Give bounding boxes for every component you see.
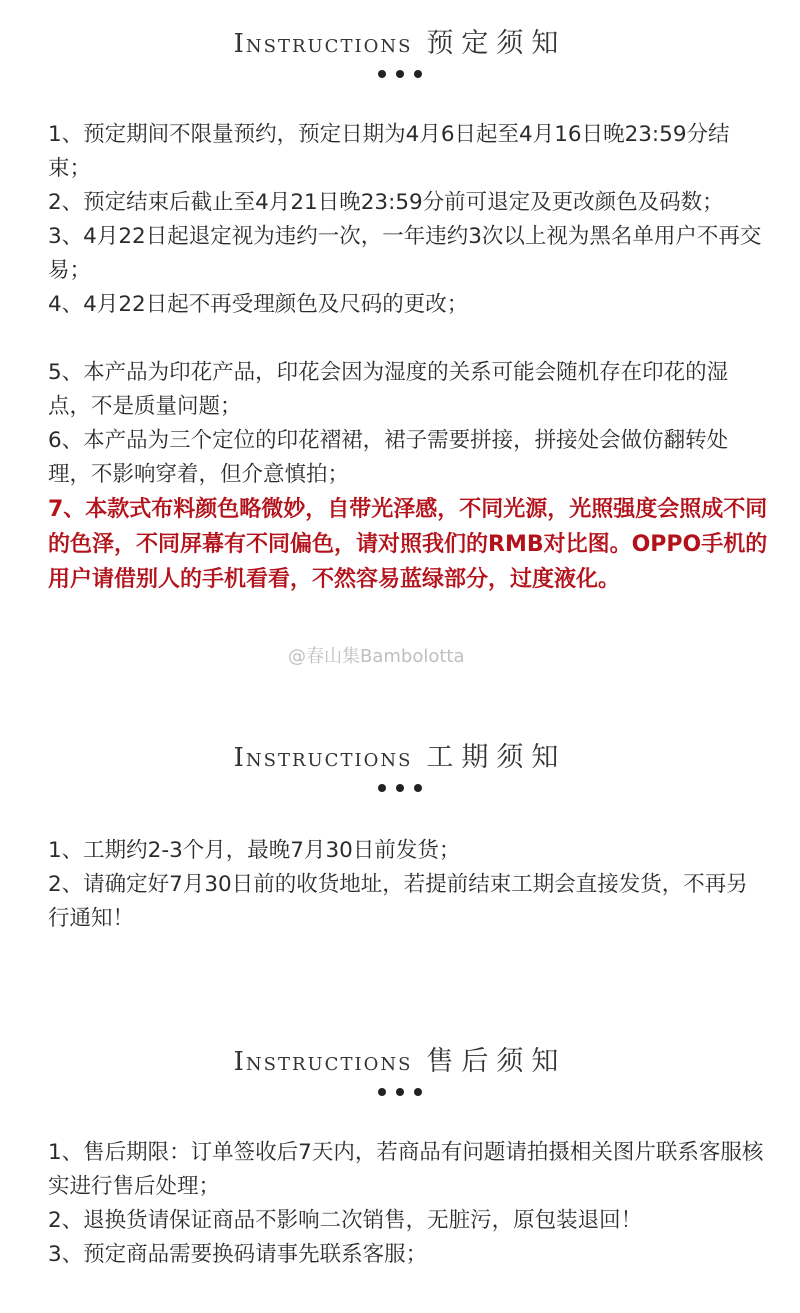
aftersales-section xyxy=(0,1042,800,1096)
booking-section xyxy=(0,24,800,78)
production-item-1: 1、工期约2-3个月，最晚7月30日前发货； xyxy=(48,838,461,863)
booking-heading-en: Instructions xyxy=(233,29,413,59)
production-heading-cn: 工期须知 xyxy=(426,742,567,773)
aftersales-heading-cn: 售后须知 xyxy=(426,1046,567,1077)
booking-item-5: 5、本产品为印花产品，印花会因为湿度的关系可能会随机存在印花的湿点，不是质量问题； xyxy=(48,360,729,419)
production-heading xyxy=(0,738,800,778)
booking-item-1: 1、预定期间不限量预约，预定日期为4月6日起至4月16日晚23:59分结束； xyxy=(48,122,730,181)
heading-dots-divider xyxy=(0,1088,800,1096)
booking-item-6: 6、本产品为三个定位的印花褶裙，裙子需要拼接，拼接处会做仿翻转处理，不影响穿着，但介意慎拍； xyxy=(48,428,729,487)
booking-item-2: 2、预定结束后截止至4月21日晚23:59分前可退定及更改颜色及码数； xyxy=(48,190,724,215)
aftersales-heading xyxy=(0,1042,800,1082)
production-item-2: 2、请确定好7月30日前的收货地址，若提前结束工期会直接发货，不再另行通知！ xyxy=(48,872,748,931)
heading-dots-divider xyxy=(0,70,800,78)
aftersales-item-1: 1、售后期限：订单签收后7天内，若商品有问题请拍摄相关图片联系客服核实进行售后处理； xyxy=(48,1140,764,1199)
booking-item-3: 3、4月22日起退定视为违约一次，一年违约3次以上视为黑名单用户不再交易； xyxy=(48,224,762,283)
aftersales-heading-en: Instructions xyxy=(233,1047,413,1077)
heading-dots-divider xyxy=(0,784,800,792)
booking-item-4: 4、4月22日起不再受理颜色及尺码的更改； xyxy=(48,292,469,317)
production-list xyxy=(48,834,768,936)
booking-item-7-warning: 7、本款式布料颜色略微妙，自带光泽感，不同光源，光照强度会照成不同的色泽，不同屏幕有不同偏色，请对照我们的RMB对比图。OPPO手机的用户请借别人的手机看看，不然容易蓝绿部分，过度液化。 xyxy=(48,497,768,592)
production-section xyxy=(0,738,800,792)
aftersales-list xyxy=(48,1136,768,1272)
production-heading-en: Instructions xyxy=(233,743,413,773)
aftersales-item-3: 3、预定商品需要换码请事先联系客服； xyxy=(48,1242,428,1267)
weibo-watermark: @春山集Bambolotta xyxy=(288,646,465,667)
booking-heading xyxy=(0,24,800,64)
booking-heading-cn: 预定须知 xyxy=(426,28,567,59)
aftersales-item-2: 2、退换货请保证商品不影响二次销售，无脏污，原包装退回！ xyxy=(48,1208,643,1233)
booking-list xyxy=(48,118,768,597)
